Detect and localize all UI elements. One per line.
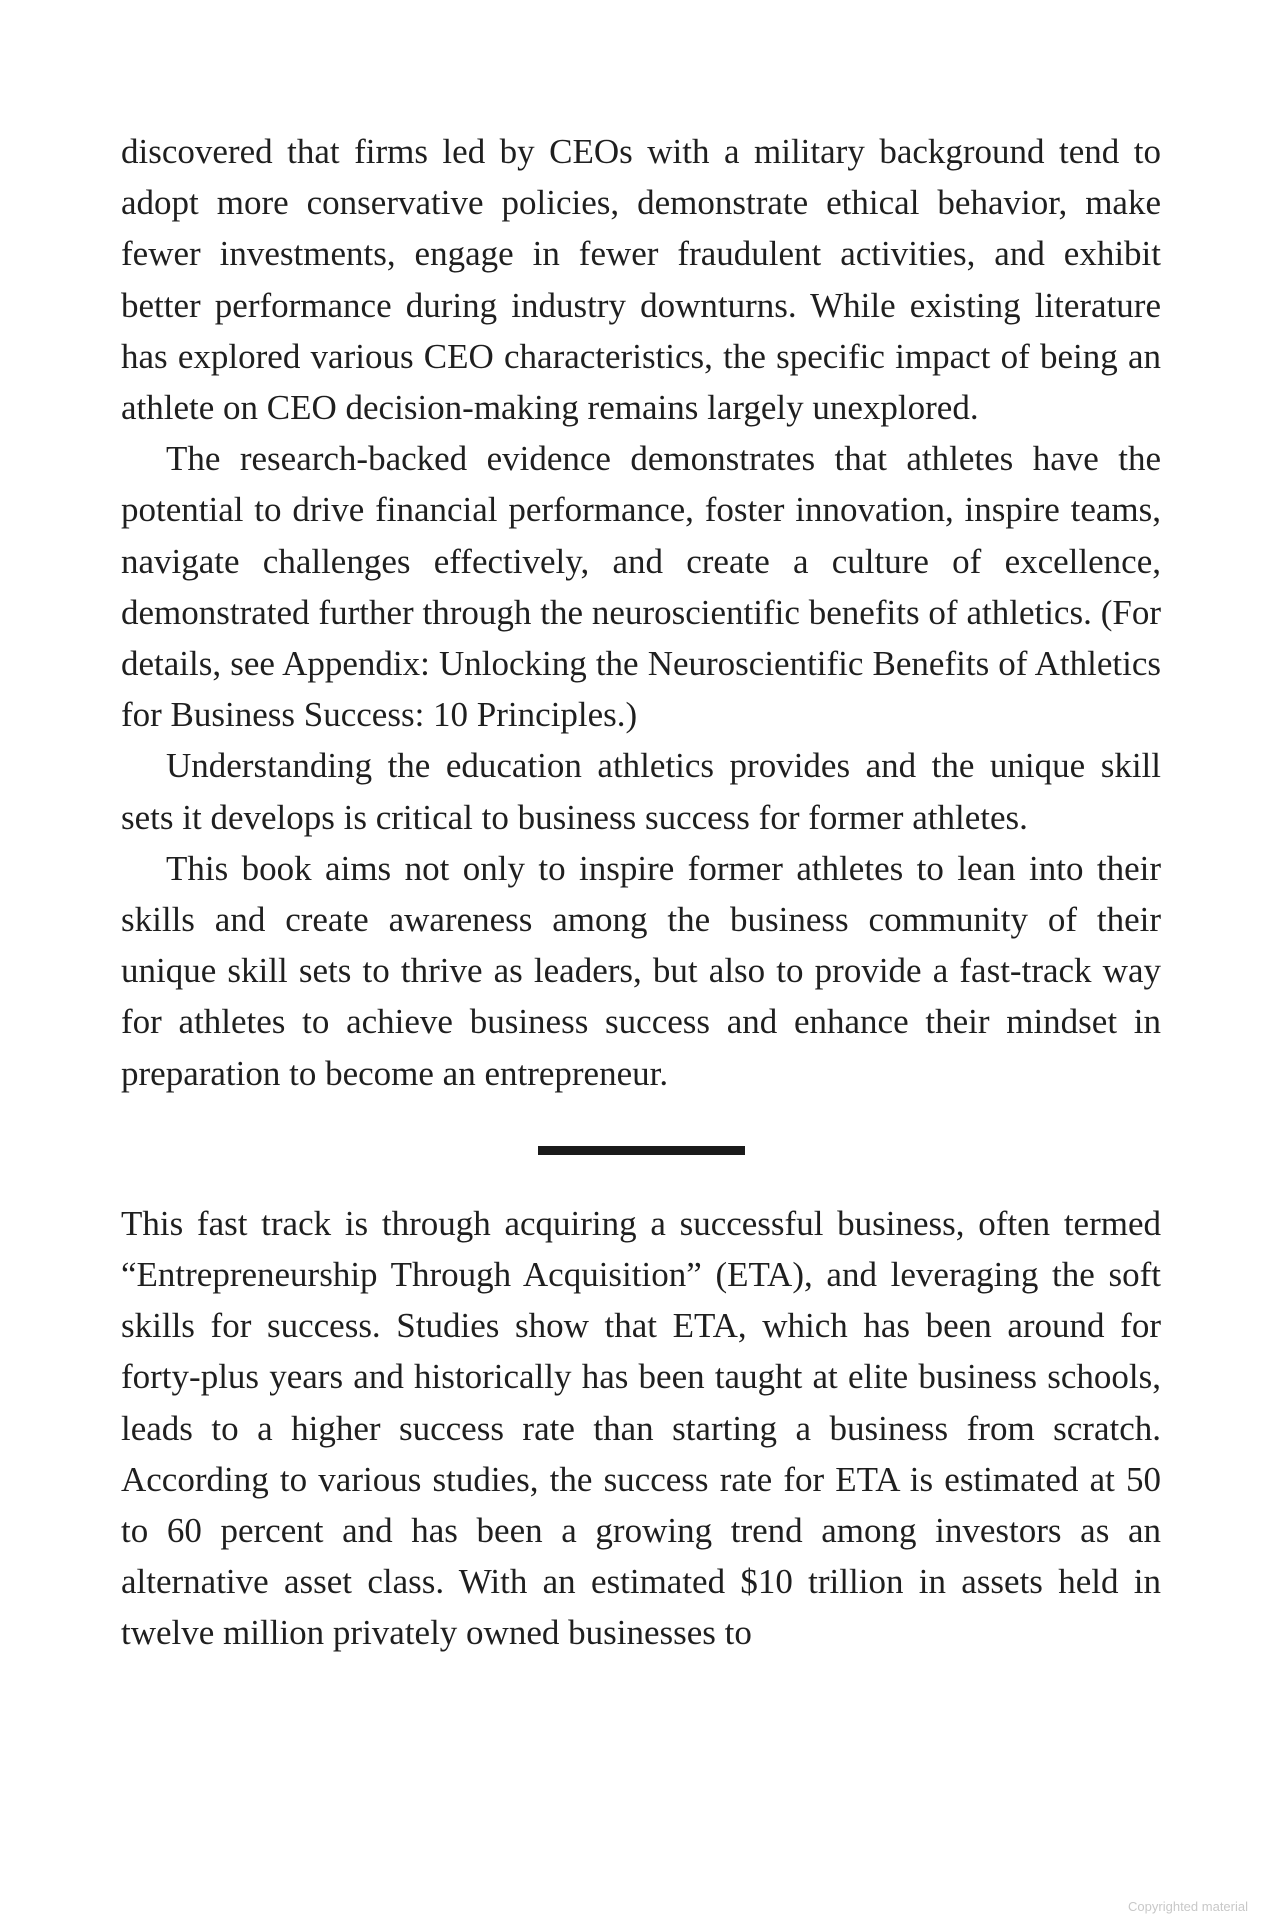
paragraph-book-aims: This book aims not only to inspire former athletes to lean into their skills and create awareness among the business community of their unique skill sets to thrive as leaders, but also to provide a fast-track way for athletes to achieve business success and enhance their mindset in preparation to become an entrepreneur.	[121, 848, 1161, 1093]
paragraph-research-evidence: The research-backed evidence demonstrates that athletes have the potential to drive financial performance, foster innovation, inspire teams, navigate challenges effectively, and create a culture of excellence, demonstrated further through the neuroscientific benefits of athletics. (For details, see Appendix: Unlocking the Neuroscientific Benefits of Athletics for Business Success: 10 Principles.)	[121, 439, 1161, 735]
paragraph-athletics-education: Understanding the education athletics provides and the unique skill sets it develops is critical to business success for former athletes.	[121, 746, 1161, 837]
paragraph-military-ceos: discovered that firms led by CEOs with a military background tend to adopt more conservative policies, demonstrate ethical behavior, make fewer investments, engage in fewer fraudulent activities, and exhibit better performance during industry downturns. While existing literature has explored various CEO characteristics, the specific impact of being an athlete on CEO decision-making remains largely unexplored.	[121, 132, 1161, 428]
page-body	[121, 126, 1161, 1659]
section-one	[121, 126, 1161, 1099]
copyright-notice: Copyrighted material	[1128, 1899, 1248, 1914]
section-divider	[538, 1146, 745, 1155]
section-two	[121, 1198, 1161, 1659]
paragraph-eta-fast-track: This fast track is through acquiring a successful business, often termed “Entrepreneurship Through Acquisition” (ETA), and leveraging the soft skills for success. Studies show that ETA, which has been around for forty-plus years and historically has been taught at elite business schools, leads to a higher success rate than starting a business from scratch. According to various studies, the success rate for ETA is estimated at 50 to 60 percent and has been a growing trend among investors as an alternative asset class. With an estimated $10 trillion in assets held in twelve million privately owned businesses to	[121, 1203, 1161, 1653]
